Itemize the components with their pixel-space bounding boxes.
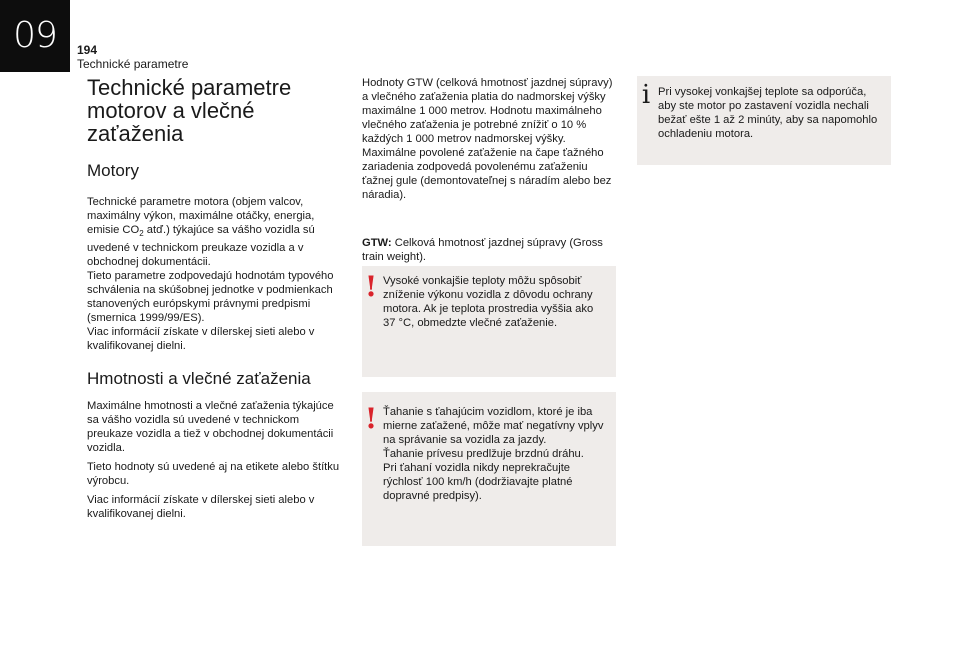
column-middle <box>362 76 617 264</box>
gtw-paragraph-1: Hodnoty GTW (celková hmotnosť jazdnej súpravy) a vlečného zaťaženia platia do nadmorskej výšky maximálne 1 000 metrov. Hodnotu maximálneho vlečného zaťaženia je potrebné znížiť o 10 % každých 1 000 metrov nadmorskej výšky. <box>362 77 613 145</box>
page-number: 194 <box>77 43 98 57</box>
weights-paragraph-3: Viac informácií získate v dílerskej sieti alebo v kvalifikovanej dielni. <box>87 494 315 521</box>
warning-towing-line-1: Ťahanie s ťahajúcim vozidlom, ktoré je iba mierne zaťažené, môže mať negatívny vplyv na správanie sa vozidla za jazdy. <box>383 406 604 446</box>
motors-p1-text-cont: atď.) týkajúce sa vášho vozidla sú uvedené v technickom preukaze vozidla a v obchodnej dokumentácii. <box>87 224 315 269</box>
motors-paragraph-2: Tieto parametre zodpovedajú hodnotám typového schválenia na skúšobnej jednotke v podmienkach stanovených európskymi právnymi predpismi (smernica 1999/99/ES). <box>87 270 334 325</box>
gtw-definition-text: Celková hmotnosť jazdnej súpravy (Gross train weight). <box>362 237 603 263</box>
warning-temperature-text: Vysoké vonkajšie teploty môžu spôsobiť zníženie výkonu vozidla z dôvodu ochrany motora. Ak je teplota prostredia vyššia ako 37 °C, obmedzte vlečné zaťaženie. <box>383 275 594 329</box>
motors-heading: Motory <box>87 161 139 180</box>
warning-box-temperature <box>362 266 616 377</box>
gtw-paragraph-2: Maximálne povolené zaťaženie na čape ťažného zariadenia zodpovedá povolenému zaťaženiu ťažnej gule (demontovateľnej s náradím alebo bez náradia). <box>362 147 612 201</box>
weights-paragraph-1: Maximálne hmotnosti a vlečné zaťaženia týkajúce sa vášho vozidla sú uvedené v technickom preukaze vozidla a tiež v obchodnej dokumentácii vozidla. <box>87 400 334 455</box>
info-icon: i <box>641 80 651 110</box>
warning-box-towing <box>362 392 616 546</box>
info-box-engine-cooling <box>637 76 891 165</box>
motors-paragraph-1 <box>87 195 342 269</box>
warning-icon: ! <box>364 270 378 303</box>
co2-subscript: 2 <box>139 229 144 239</box>
weights-heading: Hmotnosti a vlečné zaťaženia <box>87 369 311 389</box>
gtw-label: GTW: <box>362 237 392 249</box>
warning-towing-line-2: Ťahanie prívesu predlžuje brzdnú dráhu. <box>383 448 584 460</box>
weights-paragraph-2: Tieto hodnoty sú uvedené aj na etikete alebo štítku výrobcu. <box>87 461 340 488</box>
warning-icon: ! <box>364 402 378 435</box>
warning-towing-line-3: Pri ťahaní vozidla nikdy neprekračujte rýchlosť 100 km/h (dodržiavajte platné dopravné predpisy). <box>383 462 573 502</box>
page-title: Technické parametre motorov a vlečné zaťaženia <box>87 75 292 146</box>
chapter-tab: 09 <box>0 0 70 72</box>
info-text: Pri vysokej vonkajšej teplote sa odporúča, aby ste motor po zastavení vozidla nechali bežať ešte 1 až 2 minúty, aby sa napomohlo ochladeniu motora. <box>658 86 878 140</box>
section-title: Technické parametre <box>77 57 189 71</box>
motors-p1-text: Technické parametre motora (objem valcov, maximálny výkon, maximálne otáčky, energia, emisie CO <box>87 196 315 236</box>
warning-towing-text <box>383 405 606 503</box>
motors-paragraph-3: Viac informácií získate v dílerskej sieti alebo v kvalifikovanej dielni. <box>87 326 315 353</box>
gtw-definition <box>362 236 617 264</box>
column-left <box>87 76 342 521</box>
